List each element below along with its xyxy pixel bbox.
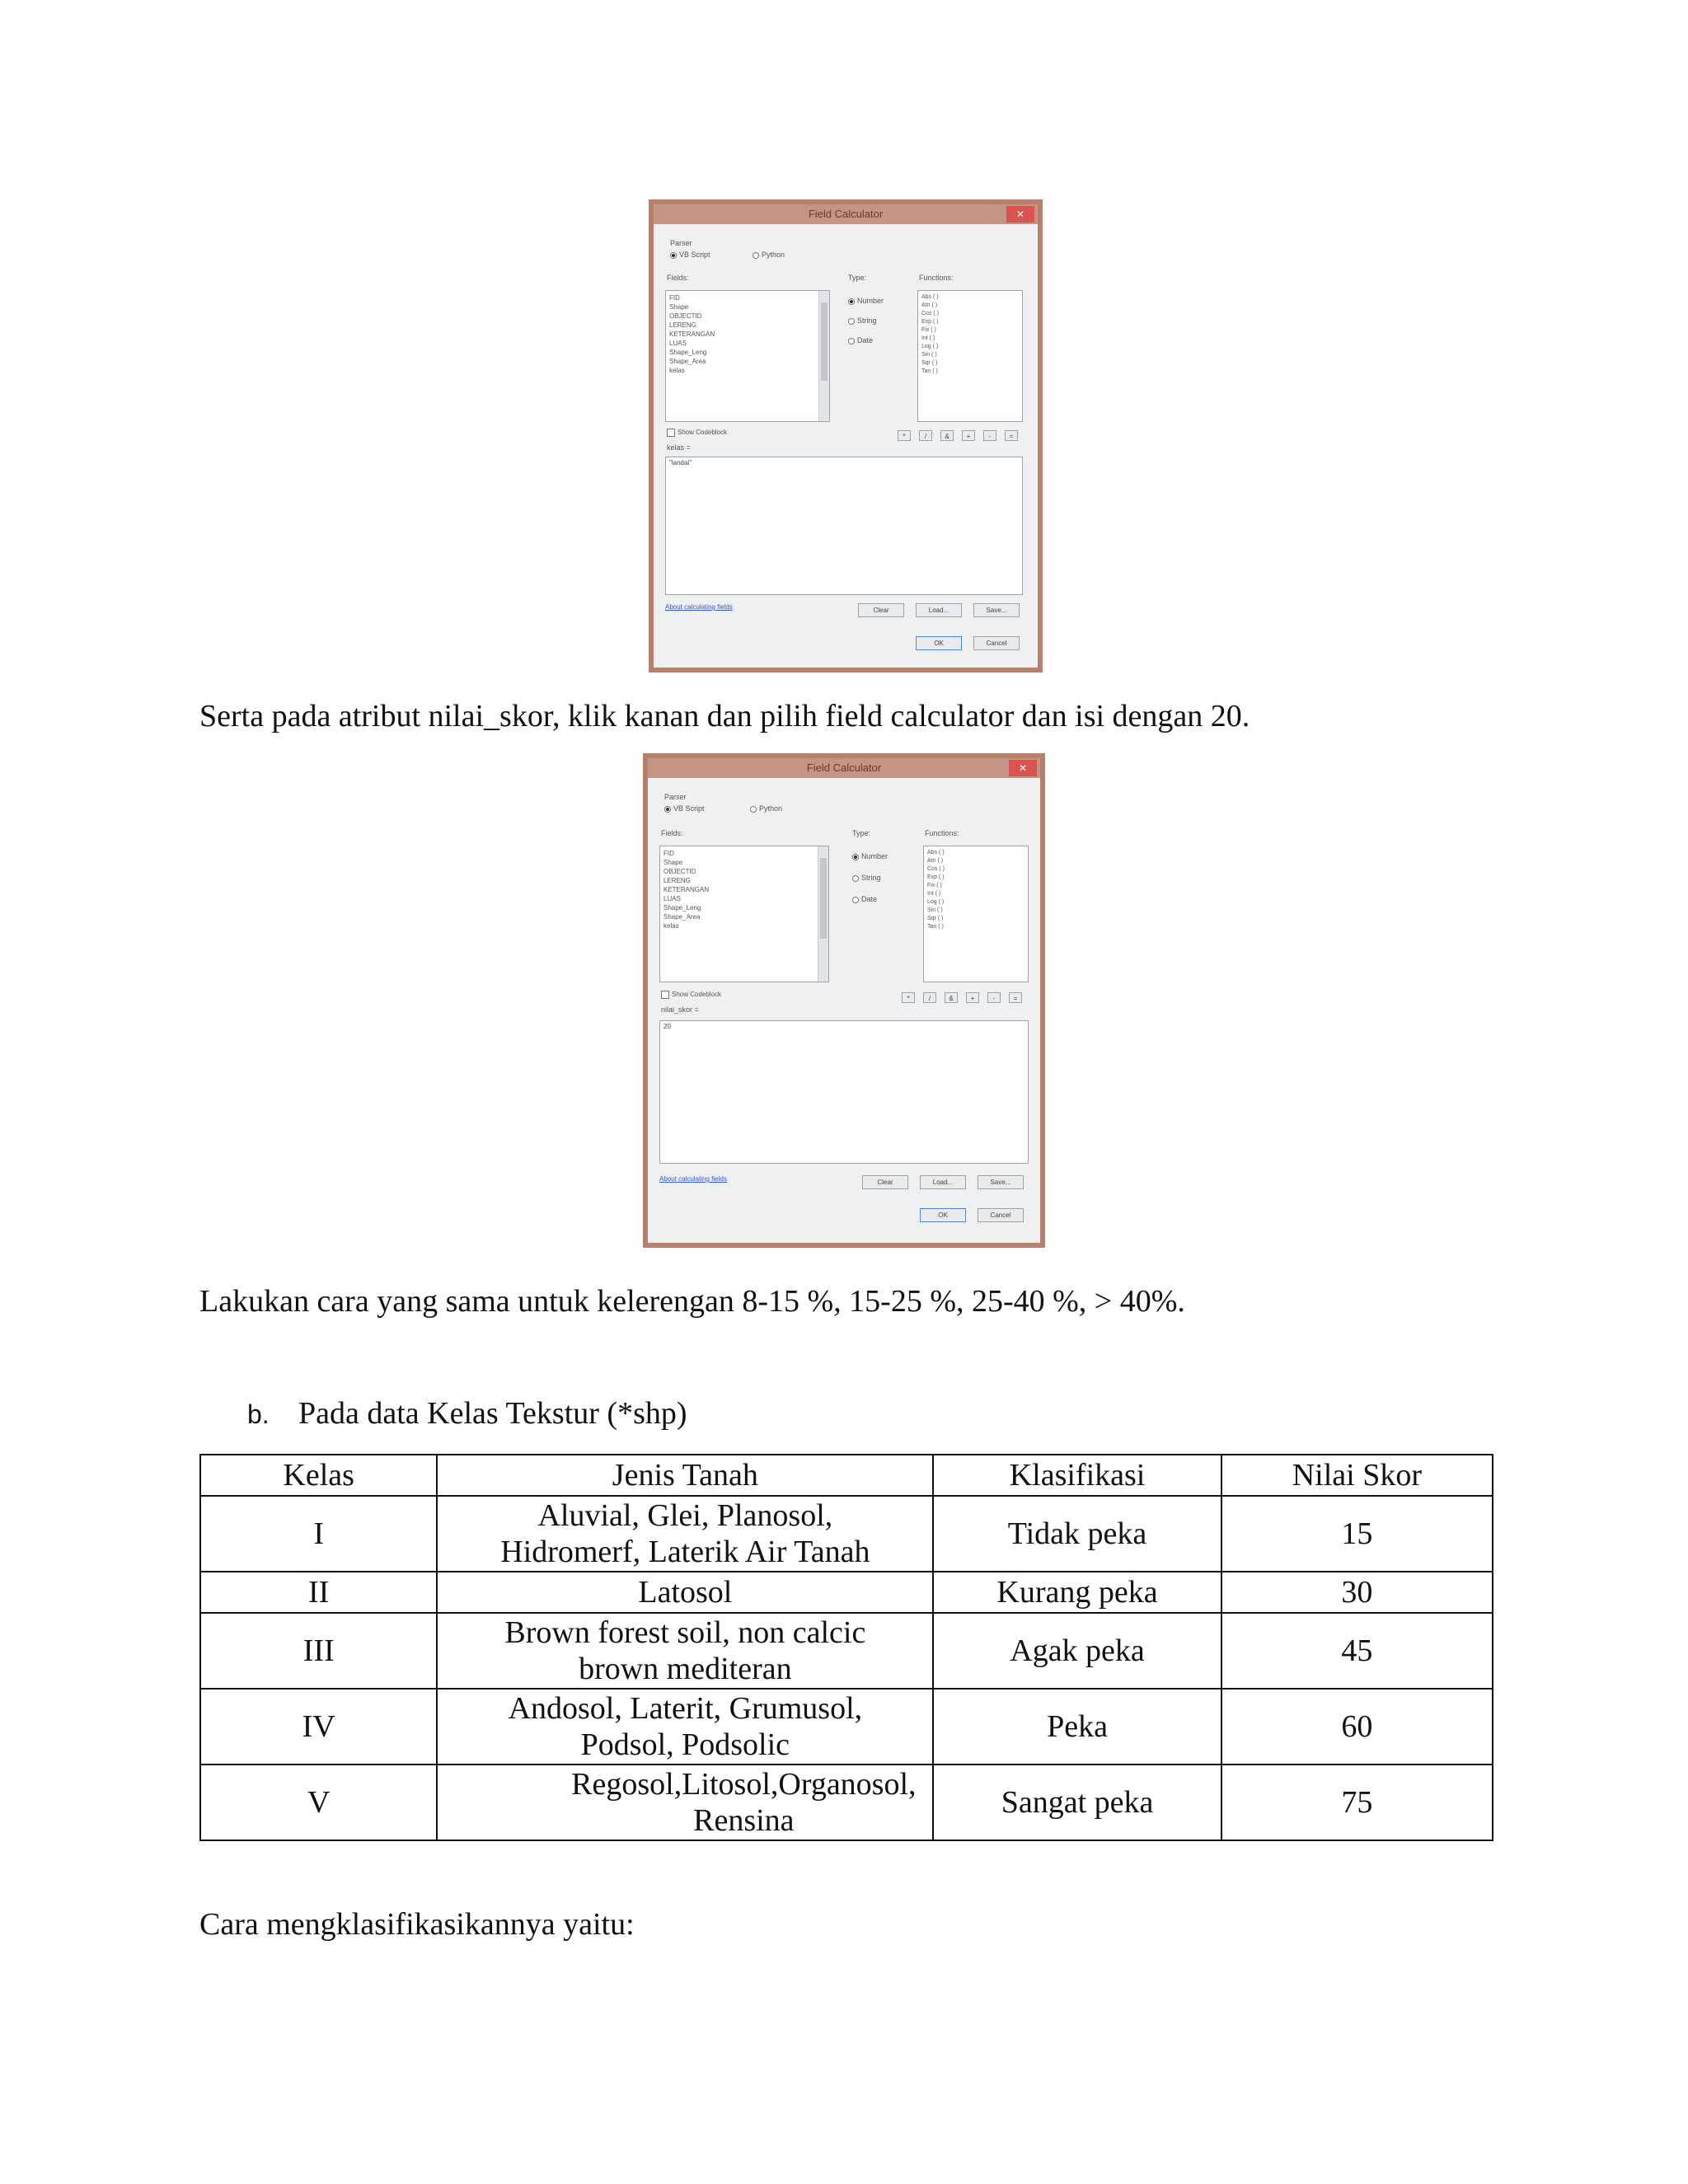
operator-equals-button[interactable]: = — [1005, 430, 1018, 441]
cancel-button[interactable]: Cancel — [978, 1208, 1024, 1222]
table-row — [200, 1689, 1493, 1765]
checkbox-icon — [667, 429, 675, 437]
list-item[interactable]: Log ( ) — [927, 899, 945, 905]
list-item[interactable]: Tan ( ) — [927, 924, 944, 930]
dialog-title: Field Calculator — [806, 762, 882, 774]
field-calculator-dialog-1 — [649, 199, 1043, 673]
dialog-titlebar — [648, 758, 1040, 778]
list-item[interactable]: FID — [669, 294, 680, 302]
list-item[interactable]: FID — [663, 850, 674, 857]
expression-input[interactable] — [659, 1020, 1029, 1164]
list-item[interactable]: Shape_Leng — [669, 349, 707, 356]
cell-nilai-skor: 30 — [1221, 1572, 1493, 1613]
load-button[interactable]: Load... — [916, 603, 962, 617]
header-kelas: Kelas — [200, 1455, 437, 1496]
operator-ampersand-button[interactable]: & — [945, 992, 958, 1003]
list-item[interactable]: Int ( ) — [927, 891, 941, 897]
operator-equals-button[interactable]: = — [1009, 992, 1022, 1003]
list-item[interactable]: kelas — [663, 922, 679, 930]
paragraph-nilai-skor: Serta pada atribut nilai_skor, klik kanan dan pilih field calculator dan isi dengan 20. — [199, 699, 1250, 733]
cell-jenis-tanah: Latosol — [437, 1572, 933, 1613]
list-item[interactable]: Shape — [669, 303, 689, 311]
parser-label: Parser — [670, 239, 692, 247]
header-jenis-tanah: Jenis Tanah — [437, 1455, 933, 1496]
functions-label: Functions: — [919, 274, 954, 282]
list-item[interactable]: Abs ( ) — [927, 850, 945, 855]
operator-plus-button[interactable]: + — [966, 992, 979, 1003]
list-item[interactable]: Exp ( ) — [921, 319, 939, 325]
parser-python-radio[interactable]: Python — [750, 804, 782, 813]
cell-klasifikasi: Sangat peka — [933, 1765, 1221, 1840]
ok-button[interactable]: OK — [916, 636, 962, 650]
checkbox-icon — [661, 991, 669, 999]
expression-input[interactable] — [665, 457, 1023, 595]
cell-jenis-tanah: Aluvial, Glei, Planosol, Hidromerf, Laterik Air Tanah — [437, 1496, 933, 1572]
parser-vbscript-radio[interactable]: VB Script — [670, 251, 710, 260]
save-button[interactable]: Save... — [973, 603, 1020, 617]
functions-label: Functions: — [925, 829, 959, 837]
list-item[interactable]: Abs ( ) — [921, 294, 939, 300]
about-calculating-fields-link[interactable]: About calculating fields — [659, 1175, 727, 1183]
functions-list[interactable] — [917, 290, 1023, 422]
radio-icon — [848, 318, 855, 325]
cell-klasifikasi: Kurang peka — [933, 1572, 1221, 1613]
radio-icon — [848, 338, 855, 344]
save-button[interactable]: Save... — [978, 1175, 1024, 1189]
type-label: Type: — [852, 829, 871, 837]
operator-divide-button[interactable]: / — [923, 992, 936, 1003]
load-button[interactable]: Load... — [920, 1175, 966, 1189]
list-item[interactable]: Shape — [663, 859, 683, 866]
type-number-radio[interactable]: Number — [848, 297, 884, 306]
list-item[interactable]: OBJECTID — [663, 868, 696, 875]
close-icon[interactable]: ✕ — [1009, 760, 1037, 776]
scrollbar[interactable] — [818, 291, 829, 421]
scrollbar[interactable] — [818, 846, 828, 982]
list-item[interactable]: Sqr ( ) — [927, 916, 944, 921]
list-item[interactable]: Shape_Area — [669, 358, 706, 365]
type-date-radio[interactable]: Date — [852, 895, 877, 904]
type-string-radio[interactable]: String — [852, 874, 881, 883]
fields-list[interactable] — [665, 290, 830, 422]
target-field-label: kelas = — [667, 443, 691, 452]
radio-icon — [852, 875, 859, 882]
parser-label: Parser — [664, 793, 687, 801]
close-icon[interactable]: ✕ — [1006, 206, 1034, 223]
cell-nilai-skor: 15 — [1221, 1496, 1493, 1572]
operator-ampersand-button[interactable]: & — [940, 430, 954, 441]
type-number-radio[interactable]: Number — [852, 852, 888, 861]
fields-label: Fields: — [661, 829, 683, 837]
parser-vbscript-radio[interactable]: VB Script — [664, 804, 705, 813]
radio-icon — [753, 252, 759, 259]
list-item[interactable]: Exp ( ) — [927, 874, 945, 880]
section-heading-b — [247, 1394, 687, 1433]
cell-kelas: V — [200, 1765, 437, 1840]
operator-minus-button[interactable]: - — [983, 430, 996, 441]
clear-button[interactable]: Clear — [862, 1175, 908, 1189]
paragraph-kelerengan: Lakukan cara yang sama untuk kelerengan 8-15 %, 15-25 %, 25-40 %, > 40%. — [199, 1284, 1185, 1319]
list-item[interactable]: Log ( ) — [921, 344, 939, 349]
type-date-radio[interactable]: Date — [848, 336, 873, 345]
clear-button[interactable]: Clear — [858, 603, 904, 617]
cell-kelas: II — [200, 1572, 437, 1613]
cell-nilai-skor: 45 — [1221, 1613, 1493, 1689]
target-field-label: nilai_skor = — [661, 1005, 699, 1014]
list-item[interactable]: LERENG — [663, 877, 691, 884]
list-item[interactable]: OBJECTID — [669, 312, 702, 320]
table-row — [200, 1572, 1493, 1613]
expression-text: "landai" — [669, 459, 692, 466]
list-item[interactable]: Fix ( ) — [927, 883, 942, 888]
list-item[interactable]: LUAS — [669, 340, 687, 347]
functions-list[interactable] — [923, 846, 1029, 982]
radio-selected-icon — [670, 252, 677, 259]
list-item[interactable]: LERENG — [669, 321, 696, 329]
parser-python-radio[interactable]: Python — [753, 251, 785, 260]
radio-selected-icon — [852, 854, 859, 860]
operator-multiply-button[interactable]: * — [898, 430, 911, 441]
table-header-row — [200, 1455, 1493, 1496]
fields-label: Fields: — [667, 274, 689, 282]
list-item[interactable]: KETERANGAN — [669, 330, 715, 338]
list-item[interactable]: Sin ( ) — [921, 352, 937, 358]
header-klasifikasi: Klasifikasi — [933, 1455, 1221, 1496]
list-item[interactable]: LUAS — [663, 895, 681, 902]
dialog-title: Field Calculator — [808, 208, 884, 220]
radio-icon — [750, 806, 757, 813]
cell-klasifikasi: Agak peka — [933, 1613, 1221, 1689]
dialog-titlebar — [654, 204, 1038, 224]
heading-text: Pada data Kelas Tekstur (*shp) — [298, 1396, 687, 1431]
cell-kelas: III — [200, 1613, 437, 1689]
radio-selected-icon — [664, 806, 671, 813]
show-codeblock-checkbox[interactable]: Show Codeblock — [667, 429, 727, 437]
list-item[interactable]: Shape_Area — [663, 913, 701, 921]
type-string-radio[interactable]: String — [848, 316, 877, 326]
radio-selected-icon — [848, 298, 855, 305]
cell-nilai-skor: 75 — [1221, 1765, 1493, 1840]
cell-jenis-tanah: Regosol,Litosol,Organosol, Rensina — [437, 1765, 933, 1840]
cell-kelas: IV — [200, 1689, 437, 1765]
soil-texture-table — [199, 1454, 1493, 1841]
radio-icon — [852, 897, 859, 903]
table-row — [200, 1613, 1493, 1689]
list-item[interactable]: Fix ( ) — [921, 327, 936, 333]
operator-divide-button[interactable]: / — [919, 430, 932, 441]
cell-jenis-tanah: Brown forest soil, non calcic brown mediteran — [437, 1613, 933, 1689]
table-row — [200, 1496, 1493, 1572]
list-item[interactable]: KETERANGAN — [663, 886, 710, 893]
table-row — [200, 1765, 1493, 1840]
paragraph-cara: Cara mengklasifikasikannya yaitu: — [199, 1907, 635, 1942]
expression-text: 20 — [663, 1023, 671, 1030]
list-item[interactable]: Shape_Leng — [663, 904, 701, 912]
scrollbar-thumb[interactable] — [820, 858, 827, 939]
cell-nilai-skor: 60 — [1221, 1689, 1493, 1765]
operator-plus-button[interactable]: + — [962, 430, 975, 441]
list-marker: b. — [247, 1399, 270, 1429]
field-calculator-dialog-2 — [643, 753, 1045, 1248]
ok-button[interactable]: OK — [920, 1208, 966, 1222]
list-item[interactable]: Tan ( ) — [921, 368, 938, 374]
cell-klasifikasi: Tidak peka — [933, 1496, 1221, 1572]
cell-jenis-tanah: Andosol, Laterit, Grumusol, Podsol, Podsolic — [437, 1689, 933, 1765]
type-label: Type: — [848, 274, 867, 282]
cancel-button[interactable]: Cancel — [973, 636, 1020, 650]
operator-minus-button[interactable]: - — [987, 992, 1001, 1003]
scrollbar-thumb[interactable] — [821, 302, 828, 381]
list-item[interactable]: Sqr ( ) — [921, 360, 938, 366]
list-item[interactable]: Cos ( ) — [927, 866, 945, 872]
cell-klasifikasi: Peka — [933, 1689, 1221, 1765]
list-item[interactable]: Cos ( ) — [921, 311, 939, 316]
list-item[interactable]: Atn ( ) — [927, 858, 944, 864]
list-item[interactable]: Sin ( ) — [927, 907, 943, 913]
fields-list[interactable] — [659, 846, 829, 982]
operator-multiply-button[interactable]: * — [902, 992, 915, 1003]
show-codeblock-checkbox[interactable]: Show Codeblock — [661, 991, 721, 999]
list-item[interactable]: kelas — [669, 367, 685, 374]
about-calculating-fields-link[interactable]: About calculating fields — [665, 603, 733, 611]
cell-kelas: I — [200, 1496, 437, 1572]
header-nilai-skor: Nilai Skor — [1221, 1455, 1493, 1496]
list-item[interactable]: Int ( ) — [921, 335, 935, 341]
list-item[interactable]: Atn ( ) — [921, 302, 938, 308]
